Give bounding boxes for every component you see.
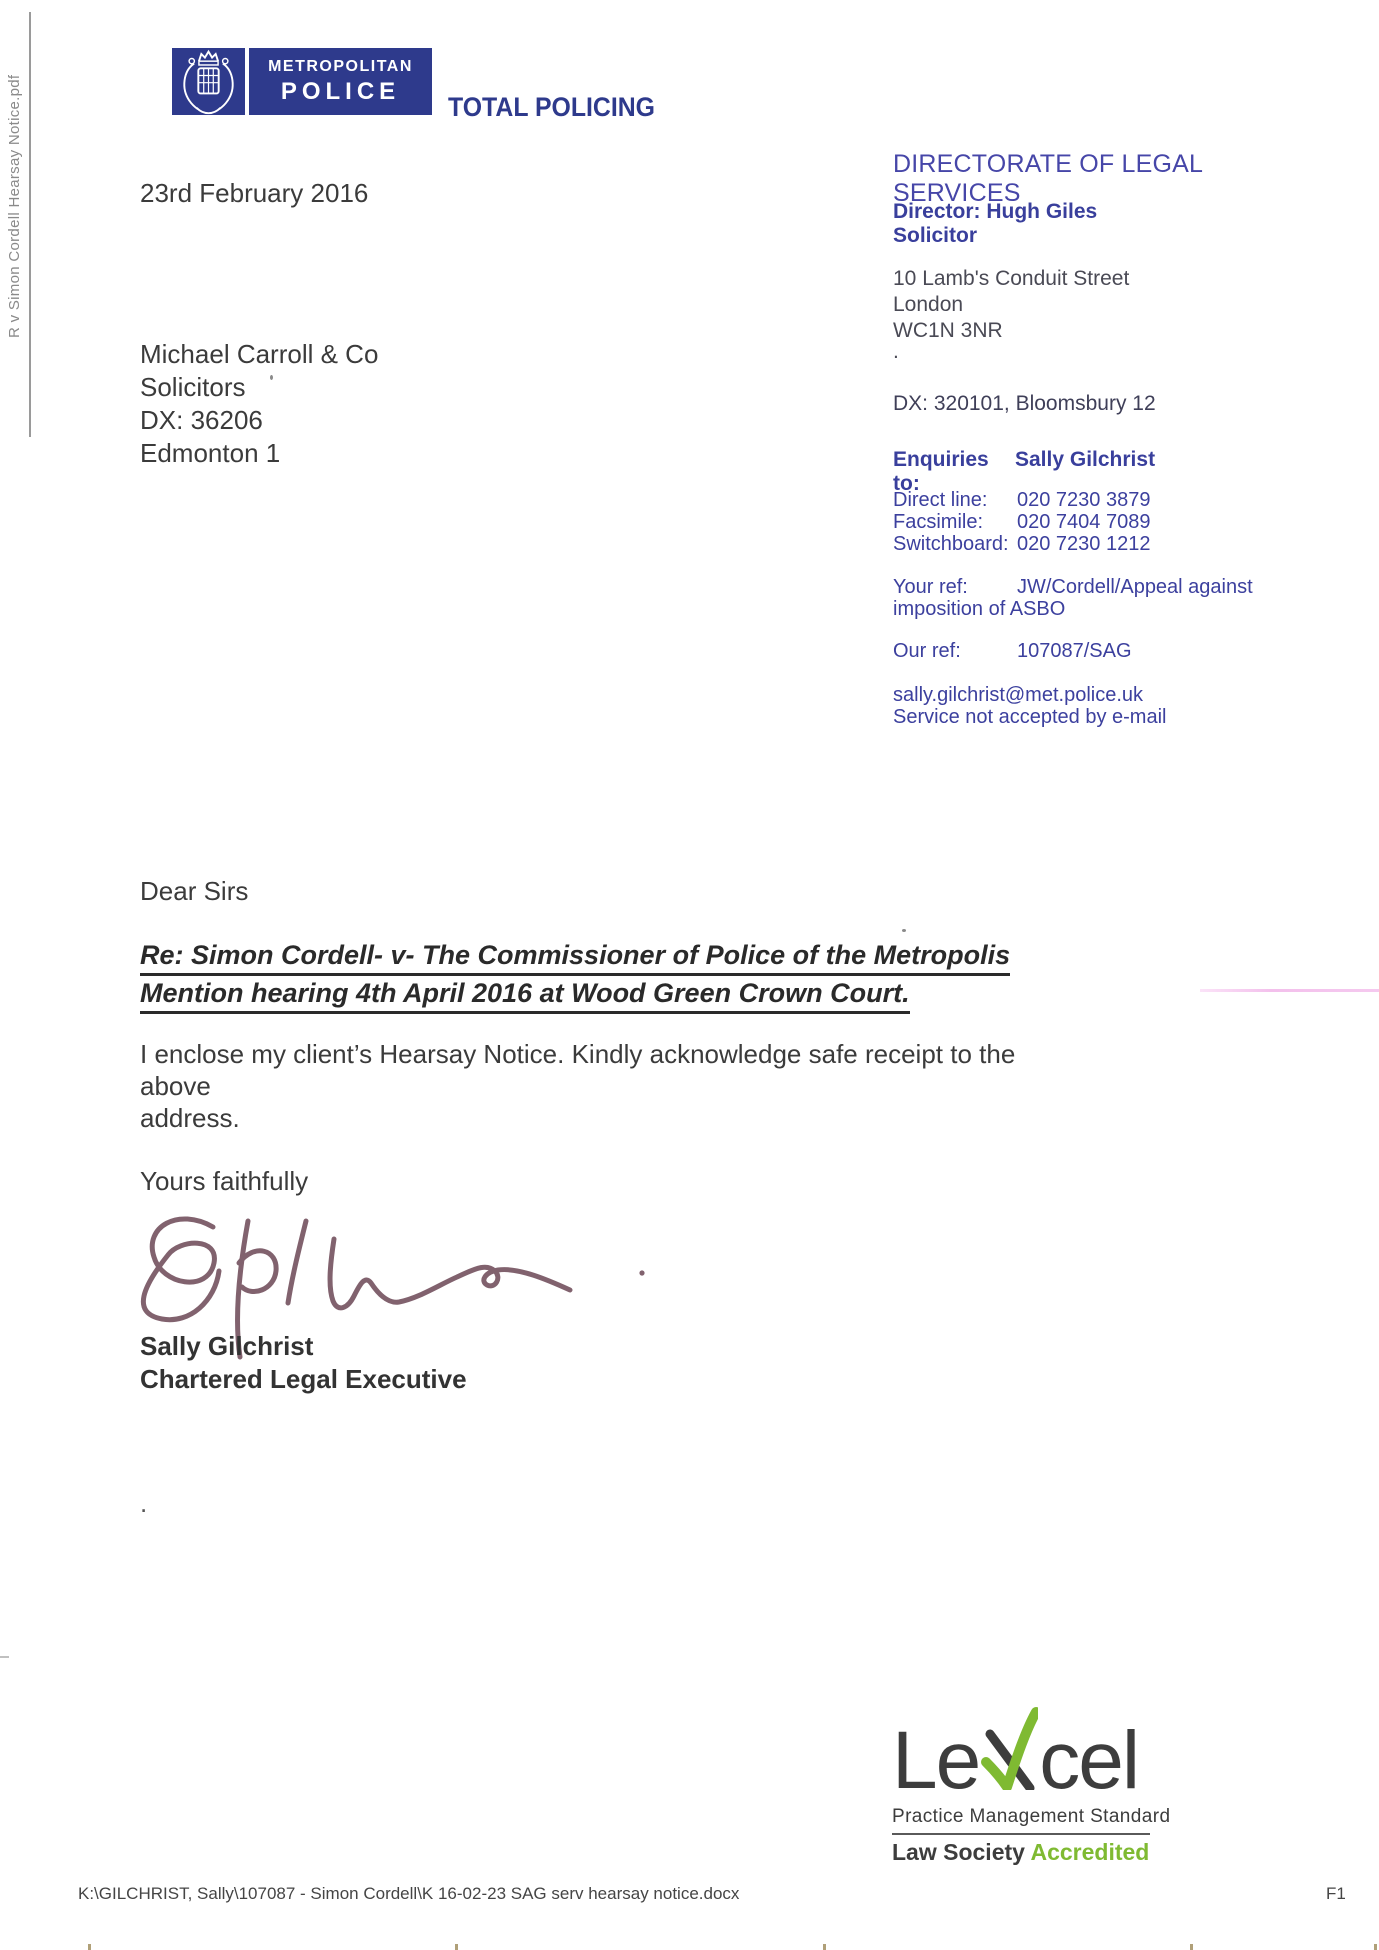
law-society-label: Law Society [892, 1839, 1031, 1865]
sidebar-divider-line [29, 12, 31, 437]
scan-speck [902, 929, 906, 932]
scan-tick [1190, 1944, 1193, 1950]
body-line2: address. [140, 1103, 240, 1133]
total-policing-tagline: TOTAL POLICING [448, 92, 656, 122]
sender-address [893, 266, 1129, 344]
lexcel-logo [892, 1706, 1171, 1866]
sender-address-line: WC1N 3NR [893, 319, 1003, 342]
email-address: sally.gilchrist@met.police.uk [893, 684, 1144, 706]
body-line1: I enclose my client’s Hearsay Notice. Kindly acknowledge safe receipt to the above [140, 1039, 1016, 1101]
lexcel-wordmark [892, 1706, 1162, 1806]
accredited-label: Accredited [1030, 1839, 1150, 1865]
stray-period: . [140, 1488, 148, 1518]
enquiries-name: Sally Gilchrist [1015, 448, 1156, 471]
closing-phrase: Yours faithfully [140, 1166, 309, 1196]
director-name: Director: Hugh Giles [893, 200, 1098, 223]
phone-label: Switchboard: [893, 533, 1009, 555]
lexcel-accreditation [892, 1839, 1162, 1866]
directorate-heading: DIRECTORATE OF LEGAL SERVICES [893, 150, 1203, 207]
signatory-block [140, 1330, 467, 1396]
body-paragraph [140, 1038, 1020, 1134]
our-ref-value: 107087/SAG [1017, 640, 1132, 662]
enquiries-label: Enquiries to: [893, 448, 989, 495]
lexcel-text-left: Le [892, 1715, 980, 1806]
your-ref-label: Your ref: [893, 576, 968, 598]
stray-period: . [893, 340, 899, 363]
lexcel-check-icon [979, 1706, 1039, 1800]
police-crest-icon [172, 102, 245, 119]
recipient-line: DX: 36206 [140, 405, 263, 435]
director-title: Solicitor [893, 224, 978, 247]
our-ref-label: Our ref: [893, 640, 961, 662]
your-ref-wrap: imposition of ASBO [893, 598, 1066, 620]
subject-line1: Re: Simon Cordell- v- The Commissioner of Police of the Metropolis [140, 938, 1010, 976]
sender-address-line: 10 Lamb's Conduit Street [893, 267, 1130, 290]
scan-tick [88, 1944, 91, 1950]
phone-value: 020 7230 3879 [1017, 489, 1151, 511]
pdf-filename-sidebar: R v Simon Cordell Hearsay Notice.pdf [6, 74, 23, 338]
lexcel-divider [892, 1833, 1150, 1835]
document-file-path: K:\GILCHRIST, Sally\107087 - Simon Cordell\K 16-02-23 SAG serv hearsay notice.docx [78, 1884, 740, 1903]
our-ref-row [893, 640, 1132, 663]
dx-exchange-line: DX: 320101, Bloomsbury 12 [893, 392, 1156, 415]
signatory-title: Chartered Legal Executive [140, 1364, 467, 1394]
wordmark-line1: METROPOLITAN [268, 57, 413, 75]
wordmark-line2: POLICE [280, 77, 401, 105]
email-block [893, 684, 1166, 728]
recipient-line: Solicitors [140, 372, 246, 402]
scan-artifact-pink-line [1200, 989, 1379, 992]
your-ref-row [893, 576, 1253, 599]
met-police-wordmark [249, 48, 432, 115]
email-note: Service not accepted by e-mail [893, 706, 1167, 728]
recipient-address [140, 338, 378, 470]
subject-heading [140, 938, 1010, 1014]
phone-label: Facsimile: [893, 511, 984, 533]
lexcel-text-right: cel [1039, 1715, 1139, 1806]
page-reference: F1 [1326, 1884, 1346, 1903]
scan-tick [455, 1944, 458, 1950]
phone-row [893, 489, 1150, 511]
scan-tick [1374, 1944, 1377, 1950]
signatory-name: Sally Gilchrist [140, 1331, 314, 1361]
scan-speck [270, 375, 273, 380]
phone-row [893, 533, 1150, 555]
scan-tick [823, 1944, 826, 1950]
sender-address-line: London [893, 293, 964, 316]
director-lines [893, 200, 1097, 248]
scan-artifact-dash [0, 1656, 9, 1658]
phone-row [893, 511, 1150, 533]
phone-value: 020 7230 1212 [1017, 533, 1151, 555]
phone-value: 020 7404 7089 [1017, 511, 1151, 533]
met-police-crest-box [172, 48, 245, 115]
phone-label: Direct line: [893, 489, 988, 511]
letter-date: 23rd February 2016 [140, 178, 369, 208]
phone-list [893, 489, 1150, 555]
recipient-line: Edmonton 1 [140, 438, 281, 468]
subject-line2: Mention hearing 4th April 2016 at Wood Green Crown Court. [140, 976, 910, 1014]
lexcel-subtitle: Practice Management Standard [892, 1806, 1171, 1827]
recipient-line: Michael Carroll & Co [140, 339, 379, 369]
your-ref-value: JW/Cordell/Appeal against [1017, 576, 1253, 598]
salutation: Dear Sirs [140, 876, 249, 906]
